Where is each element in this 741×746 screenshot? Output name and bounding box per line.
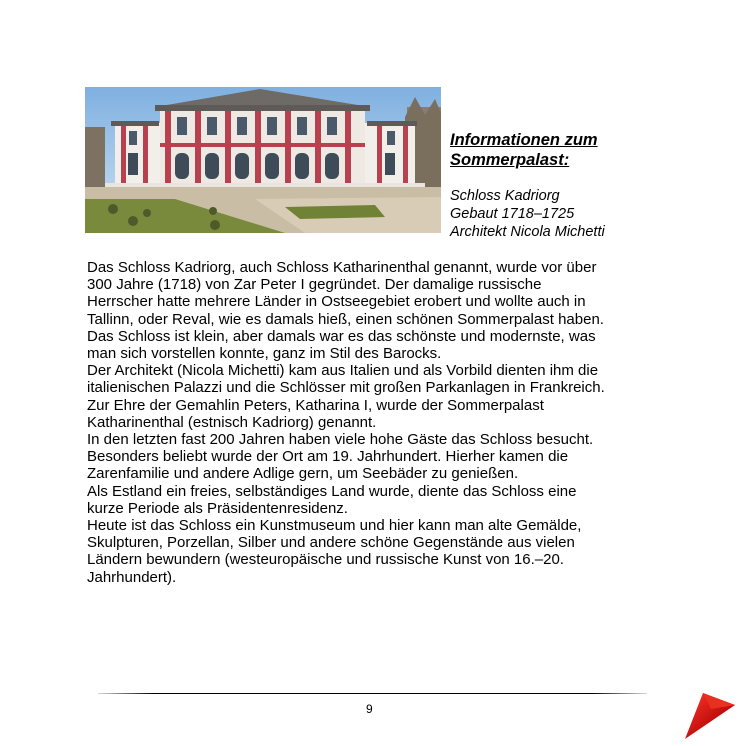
body-line: Tallinn, oder Reval, wie es damals hieß, einen schönen Sommerpalast haben. <box>87 310 604 328</box>
body-line: Katharinenthal (estnisch Kadriorg) genannt. <box>87 413 377 431</box>
body-text <box>87 259 677 586</box>
info-details <box>450 187 730 241</box>
info-line-architect: Architekt Nicola Michetti <box>450 224 605 240</box>
info-title-line1: Informationen zum <box>450 131 598 149</box>
body-line: In den letzten fast 200 Jahren haben viele hohe Gäste das Schloss besucht. <box>87 431 594 449</box>
kadriorg-palace-photo <box>85 87 441 233</box>
body-line: Zur Ehre der Gemahlin Peters, Katharina I, wurde der Sommerpalast <box>87 396 544 414</box>
page-number: 9 <box>366 702 373 716</box>
body-line: Jahrhundert). <box>87 568 177 586</box>
body-line: Zarenfamilie und andere Adlige gern, um Seebäder zu genießen. <box>87 465 519 483</box>
body-line: Heute ist das Schloss ein Kunstmuseum und hier kann man alte Gemälde, <box>87 517 582 535</box>
body-line: Der Architekt (Nicola Michetti) kam aus Italien und als Vorbild dienten ihm die <box>87 362 599 380</box>
body-line: Das Schloss ist klein, aber damals war es das schönste und modernste, was <box>87 327 596 345</box>
info-line-name: Schloss Kadriorg <box>450 188 560 204</box>
info-title-line2: Sommerpalast: <box>450 151 570 169</box>
info-line-built: Gebaut 1718–1725 <box>450 206 575 222</box>
next-page-arrow-icon[interactable] <box>681 689 737 741</box>
body-line: Herrscher hatte mehrere Länder in Ostseegebiet erobert und wollte auch in <box>87 293 586 311</box>
body-line: 300 Jahre (1718) von Zar Peter I gegründet. Der damalige russische <box>87 276 542 294</box>
footer-divider <box>98 693 647 694</box>
info-title <box>450 130 730 170</box>
body-line: Als Estland ein freies, selbständiges Land wurde, diente das Schloss eine <box>87 482 577 500</box>
body-line: Ländern bewundern (westeuropäische und russische Kunst von 16.–20. <box>87 551 564 569</box>
info-box <box>450 130 730 241</box>
body-line: Skulpturen, Porzellan, Silber und andere schöne Gegenstände aus vielen <box>87 534 575 552</box>
body-line: man sich vorstellen konnte, ganz im Stil des Barocks. <box>87 345 442 363</box>
body-line: Besonders beliebt wurde der Ort am 19. Jahrhundert. Hierher kamen die <box>87 448 569 466</box>
body-line: Das Schloss Kadriorg, auch Schloss Katharinenthal genannt, wurde vor über <box>87 259 597 276</box>
body-line: kurze Periode als Präsidentenresidenz. <box>87 499 348 517</box>
body-line: italienischen Palazzi und die Schlösser mit großen Parkanlagen in Frankreich. <box>87 379 605 397</box>
